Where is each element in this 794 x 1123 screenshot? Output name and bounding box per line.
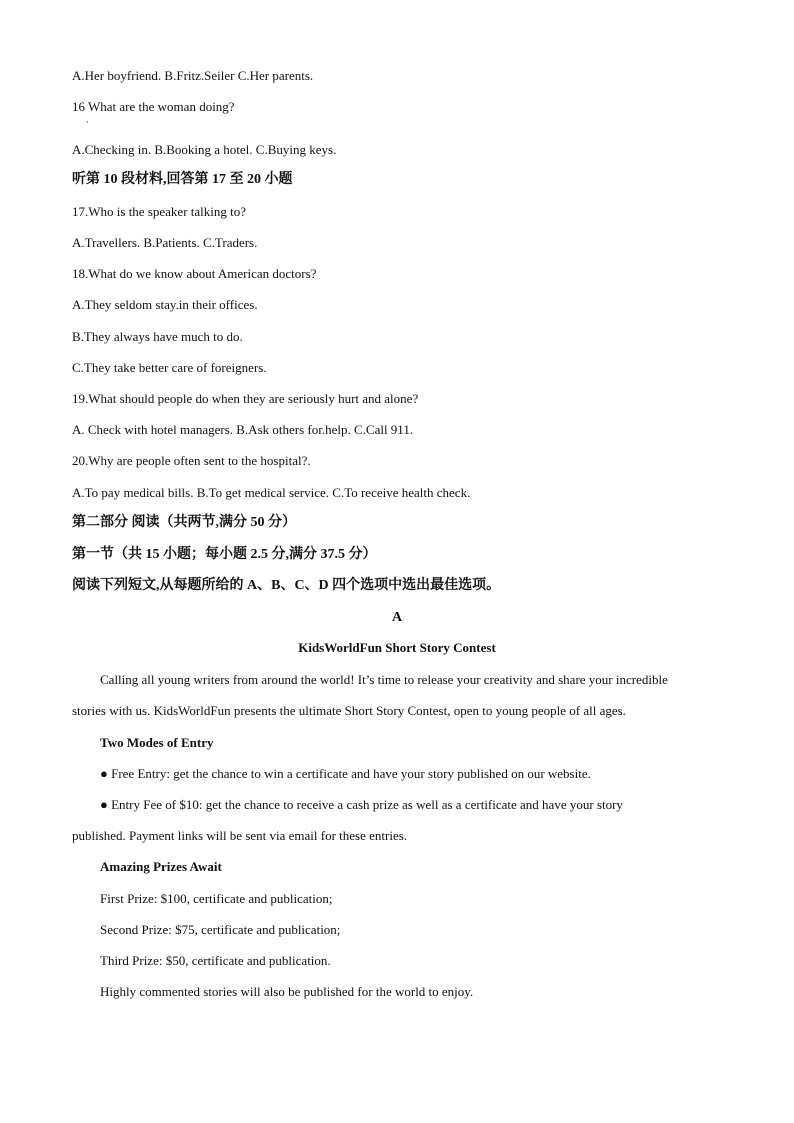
paragraph1-line2: stories with us. KidsWorldFun presents the ultimate Short Story Contest, open to young people of all ages. — [72, 703, 626, 718]
q18-option-a: A.They seldom stay.in their offices. — [72, 297, 258, 312]
q20-question: 20.Why are people often sent to the hospital?. — [72, 453, 311, 468]
q18-question: 18.What do we know about American doctors? — [72, 266, 317, 281]
first-prize: First Prize: $100, certificate and publication; — [100, 891, 333, 906]
reading-instructions: 阅读下列短文,从每题所给的 A、B、C、D 四个选项中选出最佳选项。 — [72, 578, 501, 593]
passage-title: KidsWorldFun Short Story Contest — [298, 640, 496, 655]
paragraph1-line1: Calling all young writers from around the world! It’s time to release your creativity and share your incredible — [100, 672, 668, 687]
fee-entry-line2: published. Payment links will be sent via email for these entries. — [72, 828, 408, 843]
q16-question: 16 What are the woman doing? — [72, 99, 235, 114]
q20-options: A.To pay medical bills. B.To get medical service. C.To receive health check. — [72, 485, 471, 500]
q15-options: A.Her boyfriend. B.Fritz.Seiler C.Her parents. — [72, 68, 314, 83]
q16-dot-mark: · — [86, 117, 89, 127]
q19-options: A. Check with hotel managers. B.Ask others for.help. C.Call 911. — [72, 422, 414, 437]
second-prize: Second Prize: $75, certificate and publication; — [100, 922, 341, 937]
prizes-heading: Amazing Prizes Await — [100, 859, 222, 874]
q17-question: 17.Who is the speaker talking to? — [72, 204, 247, 219]
third-prize: Third Prize: $50, certificate and publication. — [100, 953, 331, 968]
modes-heading: Two Modes of Entry — [100, 735, 214, 750]
section1-header: 第一节（共 15 小题；每小题 2.5 分,满分 37.5 分） — [72, 547, 377, 562]
free-entry-item: ● Free Entry: get the chance to win a certificate and have your story published on our website. — [100, 766, 591, 781]
q18-option-c: C.They take better care of foreigners. — [72, 360, 267, 375]
q16-options: A.Checking in. B.Booking a hotel. C.Buying keys. — [72, 142, 337, 157]
fee-entry-line1: ● Entry Fee of $10: get the chance to receive a cash prize as well as a certificate and have your story — [100, 797, 623, 812]
q18-option-b: B.They always have much to do. — [72, 329, 243, 344]
part2-header: 第二部分 阅读（共两节,满分 50 分） — [72, 515, 296, 530]
passage-letter: A — [391, 610, 403, 625]
q19-question: 19.What should people do when they are seriously hurt and alone? — [72, 391, 419, 406]
section10-header: 听第 10 段材料,回答第 17 至 20 小题 — [72, 172, 293, 187]
highly-commented-note: Highly commented stories will also be published for the world to enjoy. — [100, 984, 474, 999]
q17-options: A.Travellers. B.Patients. C.Traders. — [72, 235, 258, 250]
